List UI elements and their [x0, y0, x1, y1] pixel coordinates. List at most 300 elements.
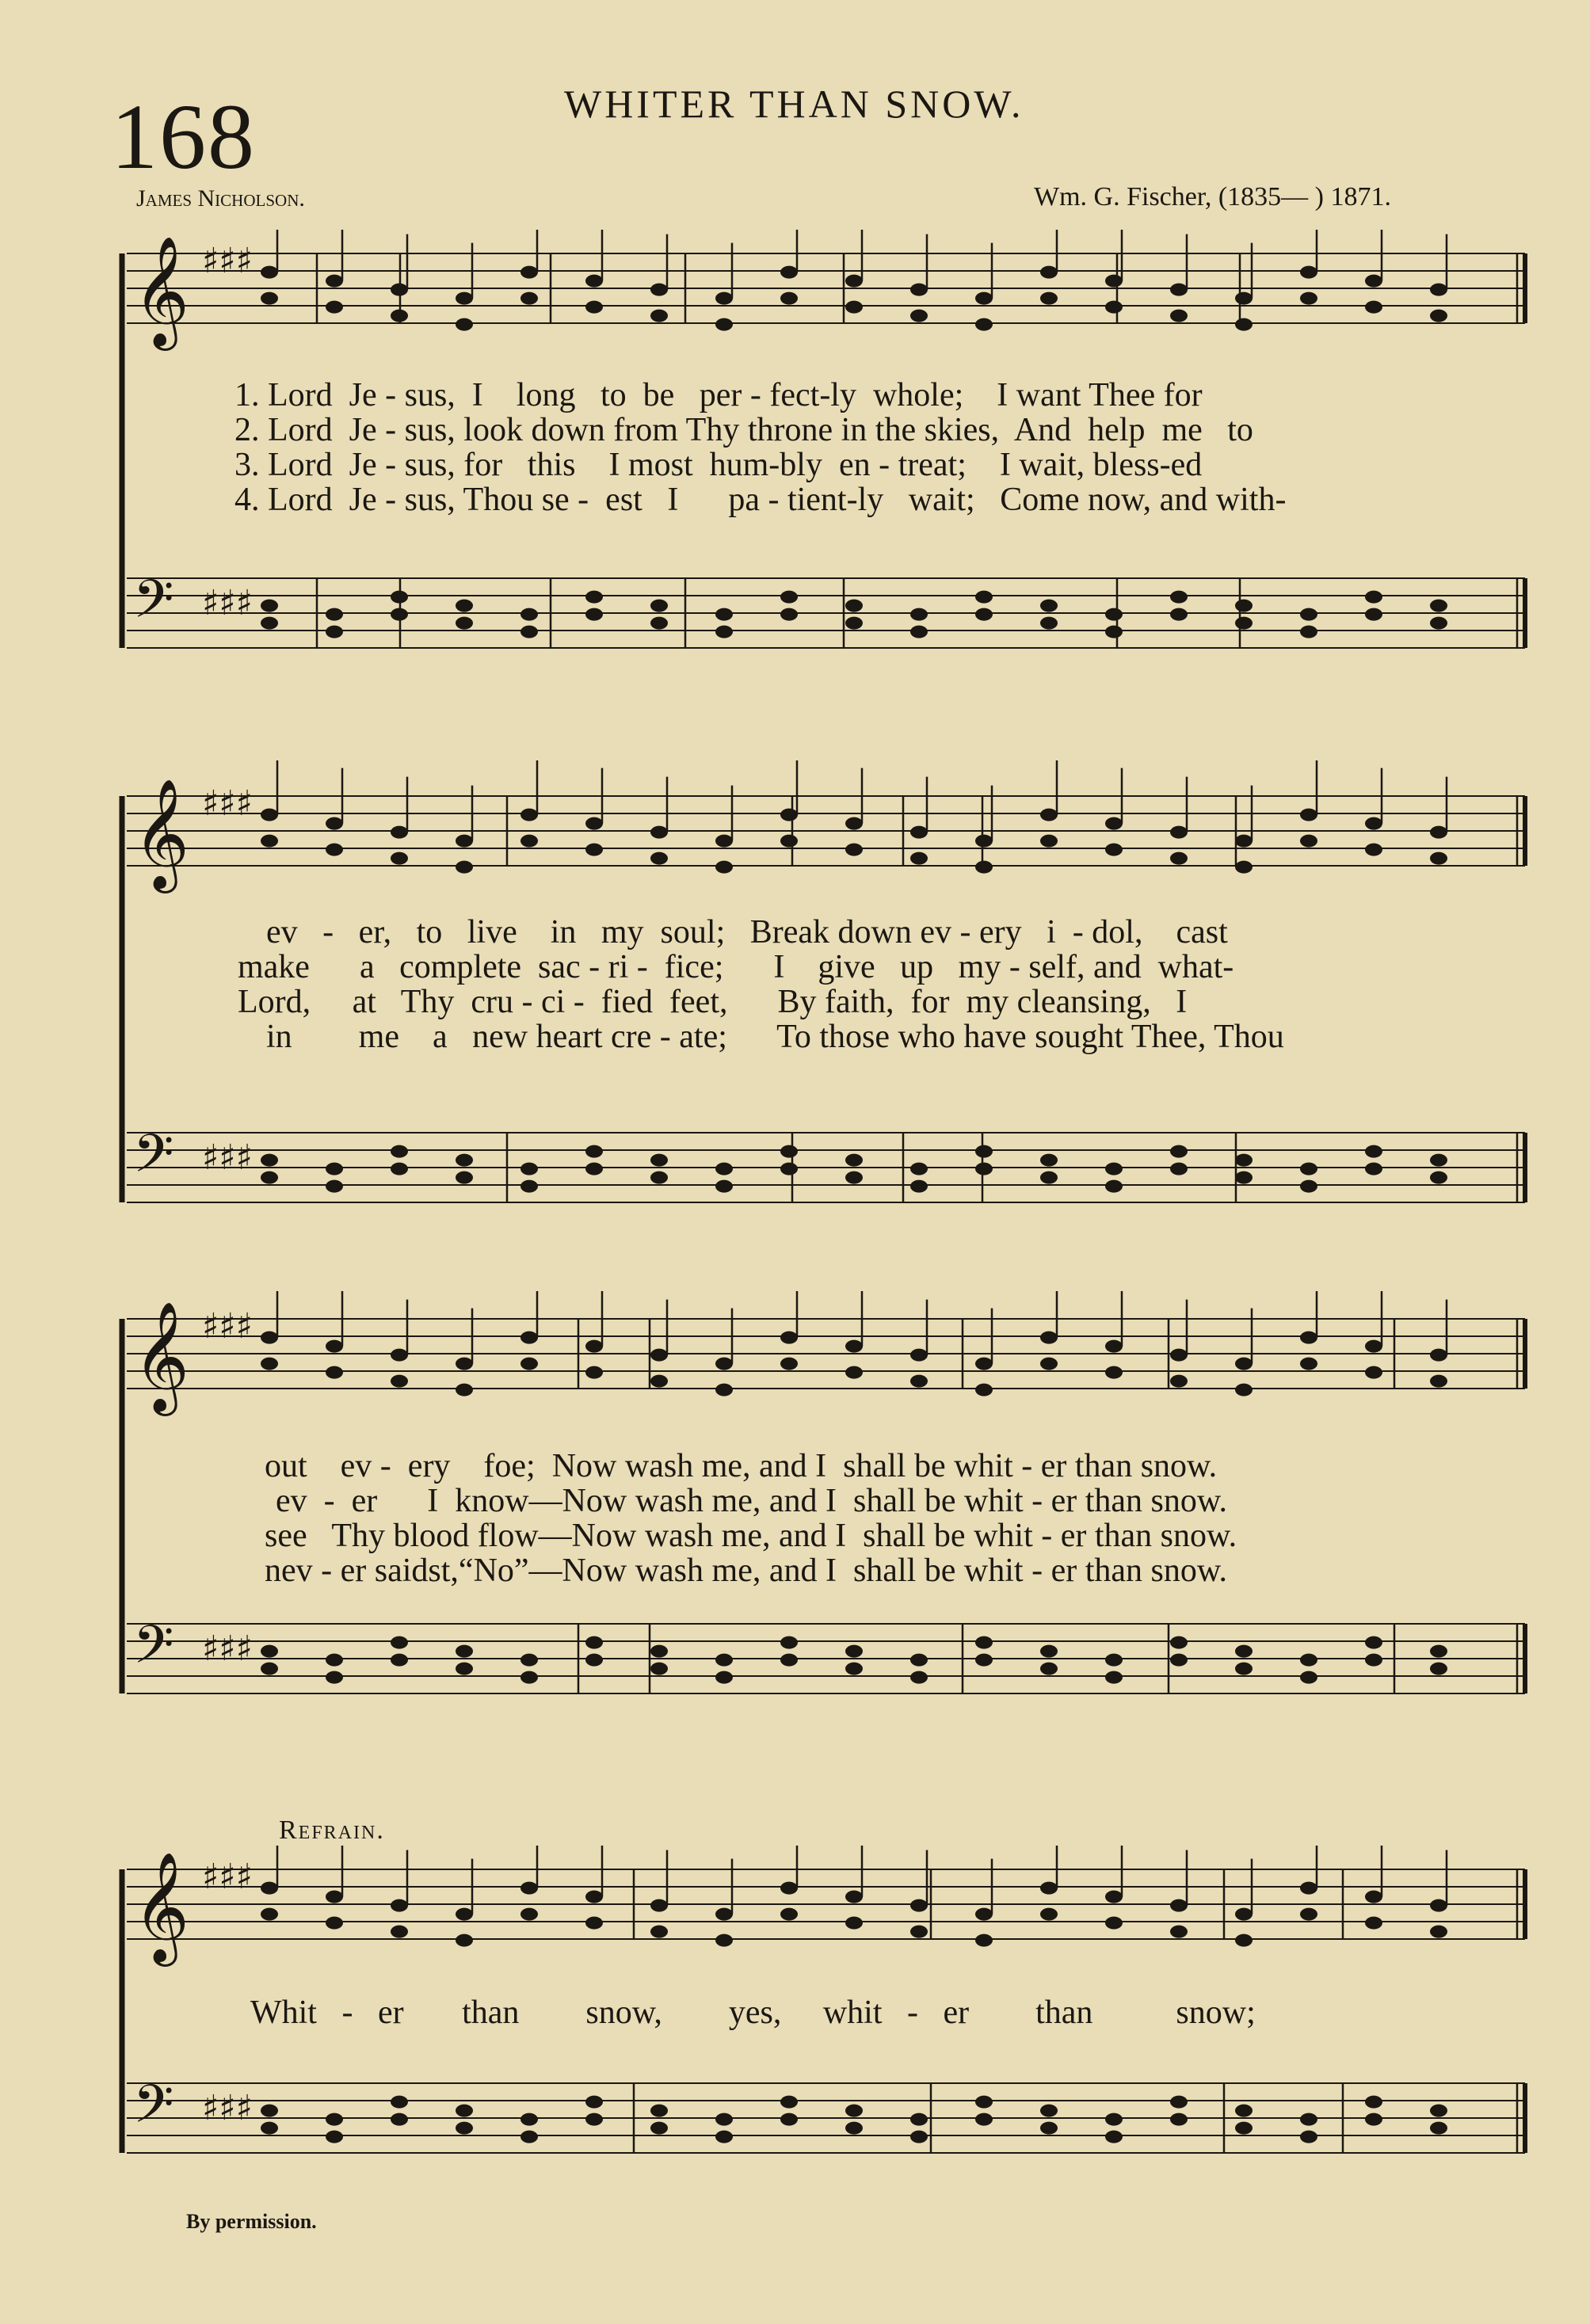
note-head [1300, 1908, 1317, 1921]
note-head [520, 835, 538, 848]
note-head [1235, 861, 1253, 874]
note-head [585, 1636, 603, 1649]
note-head [261, 617, 278, 630]
note-head [391, 826, 408, 839]
note-head [1040, 266, 1058, 279]
note-head [456, 2105, 473, 2117]
note-head [780, 1145, 798, 1158]
note-head [456, 1358, 473, 1370]
note-head [326, 626, 343, 638]
note-head [780, 608, 798, 621]
note-head [910, 826, 928, 839]
note-head [261, 1663, 278, 1675]
refrain-label: Refrain. [279, 1815, 385, 1845]
note-head [520, 1908, 538, 1921]
note-head [1365, 1654, 1382, 1667]
note-head [1105, 608, 1123, 621]
note-head [715, 2113, 733, 2126]
note-head [845, 1154, 863, 1167]
note-head [1235, 1908, 1253, 1921]
note-head [1105, 817, 1123, 830]
author-credit: James Nicholson. [136, 185, 305, 211]
note-head [780, 2096, 798, 2109]
note-head [326, 2113, 343, 2126]
note-head [261, 292, 278, 305]
note-head [261, 835, 278, 848]
note-head [456, 1154, 473, 1167]
note-head [1170, 2113, 1188, 2126]
note-head [1430, 310, 1447, 322]
note-head [650, 600, 668, 612]
note-head [650, 310, 668, 322]
note-head [1170, 826, 1188, 839]
note-head [1105, 1891, 1123, 1903]
treble-clef-icon: 𝄞 [133, 1301, 189, 1412]
note-head [1300, 1332, 1317, 1344]
note-head [975, 861, 993, 874]
note-head [1300, 292, 1317, 305]
note-head [1170, 1636, 1188, 1649]
note-head [1105, 1163, 1123, 1175]
note-head [1170, 1163, 1188, 1175]
note-head [715, 835, 733, 848]
note-head [1040, 2122, 1058, 2135]
note-head [456, 1908, 473, 1921]
note-head [1430, 1926, 1447, 1938]
note-head [715, 861, 733, 874]
lyric-line: nev - er saidst,“No”—Now wash me, and I shall be whit - er than snow. [265, 1553, 1227, 1589]
note-head [1105, 1340, 1123, 1353]
note-head [910, 2113, 928, 2126]
note-head [1170, 1899, 1188, 1912]
note-head [1105, 626, 1123, 638]
lyric-line: 2. Lord Je - sus, look down from Thy throne in the skies, And help me to [234, 412, 1253, 448]
note-head [1105, 301, 1123, 314]
note-head [1365, 275, 1382, 288]
note-head [845, 817, 863, 830]
note-head [975, 1934, 993, 1947]
note-head [650, 1926, 668, 1938]
note-head [1235, 1384, 1253, 1396]
note-head [520, 2131, 538, 2143]
note-head [585, 591, 603, 604]
note-head [1040, 1645, 1058, 1658]
note-head [845, 275, 863, 288]
note-head [1235, 617, 1253, 630]
note-head [650, 1375, 668, 1388]
note-head [326, 2131, 343, 2143]
note-head [585, 1340, 603, 1353]
note-head [1235, 318, 1253, 331]
note-head [1430, 1375, 1447, 1388]
note-head [1170, 1654, 1188, 1667]
note-head [326, 1340, 343, 1353]
note-head [1365, 591, 1382, 604]
note-head [1170, 1926, 1188, 1938]
note-head [1040, 617, 1058, 630]
note-head [391, 1899, 408, 1912]
note-head [650, 1645, 668, 1658]
note-head [650, 826, 668, 839]
note-head [261, 266, 278, 279]
note-head [261, 2122, 278, 2135]
treble-clef-icon: 𝄞 [133, 1852, 189, 1962]
note-head [650, 1154, 668, 1167]
note-head [456, 1663, 473, 1675]
note-head [715, 1934, 733, 1947]
note-head [1170, 310, 1188, 322]
note-head [456, 600, 473, 612]
note-head [975, 318, 993, 331]
note-head [910, 626, 928, 638]
note-head [1040, 809, 1058, 821]
note-head [715, 1163, 733, 1175]
note-head [1040, 1172, 1058, 1184]
note-head [1040, 1908, 1058, 1921]
note-head [520, 292, 538, 305]
note-head [456, 1934, 473, 1947]
note-head [975, 292, 993, 305]
note-head [1430, 2105, 1447, 2117]
note-head [1235, 1154, 1253, 1167]
note-head [1365, 1145, 1382, 1158]
treble-clef-icon: 𝄞 [133, 236, 189, 346]
note-head [1365, 2096, 1382, 2109]
note-head [1430, 284, 1447, 296]
note-head [1040, 1154, 1058, 1167]
note-head [1170, 2096, 1188, 2109]
note-head [326, 1366, 343, 1379]
treble-clef-icon: 𝄞 [133, 779, 189, 889]
treble-staff [127, 1301, 1525, 1416]
note-head [975, 608, 993, 621]
note-head [975, 1636, 993, 1649]
note-head [1365, 1636, 1382, 1649]
note-head [326, 1891, 343, 1903]
bass-clef-icon: 𝄢 [133, 1614, 174, 1688]
note-head [1365, 1163, 1382, 1175]
note-head [1430, 1645, 1447, 1658]
note-head [456, 861, 473, 874]
note-head [1170, 1349, 1188, 1362]
note-head [910, 852, 928, 865]
note-head [456, 292, 473, 305]
bass-clef-icon: 𝄢 [133, 1123, 174, 1197]
note-head [520, 1882, 538, 1895]
note-head [1040, 292, 1058, 305]
note-head [975, 835, 993, 848]
note-head [1235, 1934, 1253, 1947]
note-head [845, 2105, 863, 2117]
key-signature-sharps-icon: ♯♯♯ [202, 2088, 253, 2128]
note-head [585, 301, 603, 314]
note-head [1105, 844, 1123, 856]
note-head [585, 1366, 603, 1379]
note-head [261, 1882, 278, 1895]
note-head [1170, 591, 1188, 604]
note-head [391, 608, 408, 621]
note-head [910, 1926, 928, 1938]
note-head [910, 1375, 928, 1388]
note-head [456, 318, 473, 331]
note-head [910, 284, 928, 296]
note-head [1040, 2105, 1058, 2117]
note-head [845, 1172, 863, 1184]
note-head [520, 1332, 538, 1344]
note-head [456, 835, 473, 848]
lyric-line: see Thy blood flow—Now wash me, and I shall be whit - er than snow. [265, 1518, 1237, 1554]
note-head [1235, 1172, 1253, 1184]
note-head [975, 1908, 993, 1921]
note-head [975, 1145, 993, 1158]
note-head [910, 1349, 928, 1362]
note-head [1105, 1671, 1123, 1684]
note-head [261, 1645, 278, 1658]
note-head [1235, 835, 1253, 848]
note-head [520, 809, 538, 821]
note-head [975, 1358, 993, 1370]
note-head [1300, 1671, 1317, 1684]
note-head [910, 310, 928, 322]
note-head [1235, 1358, 1253, 1370]
note-head [650, 284, 668, 296]
note-head [910, 608, 928, 621]
note-head [261, 1154, 278, 1167]
note-head [1105, 2113, 1123, 2126]
note-head [1105, 1654, 1123, 1667]
note-head [1170, 608, 1188, 621]
note-head [261, 600, 278, 612]
note-head [326, 1654, 343, 1667]
lyric-line: 3. Lord Je - sus, for this I most hum-bly en - treat; I wait, bless-ed [234, 447, 1203, 483]
note-head [1300, 1358, 1317, 1370]
note-head [650, 852, 668, 865]
note-head [650, 1663, 668, 1675]
note-head [391, 1636, 408, 1649]
note-head [456, 2122, 473, 2135]
bass-clef-icon: 𝄢 [133, 569, 174, 642]
note-head [975, 2096, 993, 2109]
note-head [520, 1180, 538, 1193]
lyric-line: ev - er I know—Now wash me, and I shall be whit - er than snow. [276, 1483, 1227, 1519]
note-head [261, 1908, 278, 1921]
note-head [1430, 617, 1447, 630]
music-system-3 [0, 1291, 1590, 1735]
note-head [715, 1654, 733, 1667]
note-head [456, 1384, 473, 1396]
note-head [845, 301, 863, 314]
note-head [520, 608, 538, 621]
note-head [780, 1332, 798, 1344]
note-head [650, 1349, 668, 1362]
note-head [1365, 1366, 1382, 1379]
note-head [780, 1636, 798, 1649]
note-head [715, 1358, 733, 1370]
note-head [1040, 600, 1058, 612]
note-head [1105, 1366, 1123, 1379]
note-head [910, 2131, 928, 2143]
note-head [650, 1899, 668, 1912]
music-system-1 [0, 230, 1590, 705]
note-head [1105, 1180, 1123, 1193]
lyric-line: Whit - er than snow, yes, whit - er than snow; [250, 1994, 1256, 2031]
note-head [1235, 600, 1253, 612]
lyric-line: 4. Lord Je - sus, Thou se - est I pa - tient-ly wait; Come now, and with- [234, 482, 1287, 518]
note-head [585, 2113, 603, 2126]
note-head [1235, 2105, 1253, 2117]
note-head [845, 1645, 863, 1658]
music-system-4 [0, 1846, 1590, 2194]
hymn-title: WHITER THAN SNOW. [564, 82, 1024, 126]
note-head [1040, 1663, 1058, 1675]
note-head [1300, 2131, 1317, 2143]
bass-clef-icon: 𝄢 [133, 2074, 174, 2147]
note-head [975, 591, 993, 604]
note-head [391, 1375, 408, 1388]
note-head [910, 1180, 928, 1193]
note-head [1105, 1917, 1123, 1930]
note-head [261, 1332, 278, 1344]
note-head [1105, 275, 1123, 288]
key-signature-sharps-icon: ♯♯♯ [202, 1306, 253, 1347]
note-head [391, 1926, 408, 1938]
note-head [780, 1358, 798, 1370]
note-head [1430, 1899, 1447, 1912]
note-head [1300, 608, 1317, 621]
note-head [1430, 1349, 1447, 1362]
note-head [585, 817, 603, 830]
note-head [1430, 1663, 1447, 1675]
note-head [780, 835, 798, 848]
note-head [1430, 852, 1447, 865]
note-head [1365, 844, 1382, 856]
note-head [585, 1145, 603, 1158]
note-head [715, 1671, 733, 1684]
note-head [780, 266, 798, 279]
note-head [391, 284, 408, 296]
note-head [910, 1654, 928, 1667]
note-head [845, 600, 863, 612]
note-head [1300, 835, 1317, 848]
note-head [585, 275, 603, 288]
composer-credit: Wm. G. Fischer, (1835— ) 1871. [1034, 182, 1391, 211]
note-head [391, 1163, 408, 1175]
note-head [715, 1908, 733, 1921]
note-head [1300, 266, 1317, 279]
note-head [391, 1145, 408, 1158]
note-head [585, 1917, 603, 1930]
note-head [715, 608, 733, 621]
key-signature-sharps-icon: ♯♯♯ [202, 1857, 253, 1897]
treble-staff [127, 236, 1525, 351]
note-head [391, 1349, 408, 1362]
note-head [1365, 608, 1382, 621]
lyric-line: 1. Lord Je - sus, I long to be per - fect-ly whole; I want Thee for [234, 377, 1203, 413]
note-head [1170, 1145, 1188, 1158]
note-head [780, 809, 798, 821]
note-head [391, 591, 408, 604]
note-head [326, 1163, 343, 1175]
note-head [391, 852, 408, 865]
lyric-line: make a complete sac - ri - fice; I give up my - self, and what- [238, 949, 1234, 985]
note-head [715, 2131, 733, 2143]
key-signature-sharps-icon: ♯♯♯ [202, 241, 253, 281]
note-head [1170, 284, 1188, 296]
treble-staff [127, 1852, 1525, 1967]
note-head [650, 2122, 668, 2135]
note-head [910, 1163, 928, 1175]
note-head [585, 844, 603, 856]
note-head [1300, 1882, 1317, 1895]
note-head [1300, 2113, 1317, 2126]
note-head [261, 809, 278, 821]
note-head [1430, 826, 1447, 839]
note-head [261, 2105, 278, 2117]
note-head [261, 1172, 278, 1184]
note-head [845, 617, 863, 630]
note-head [585, 608, 603, 621]
note-head [845, 1663, 863, 1675]
note-head [1040, 1882, 1058, 1895]
note-head [845, 844, 863, 856]
note-head [1365, 2113, 1382, 2126]
note-head [845, 1917, 863, 1930]
hymn-number: 168 [111, 85, 256, 189]
note-head [1430, 1154, 1447, 1167]
note-head [326, 301, 343, 314]
key-signature-sharps-icon: ♯♯♯ [202, 1629, 253, 1669]
note-head [585, 1891, 603, 1903]
music-system-2 [0, 760, 1590, 1236]
note-head [520, 626, 538, 638]
note-head [585, 1654, 603, 1667]
note-head [1430, 2122, 1447, 2135]
note-head [326, 1917, 343, 1930]
note-head [456, 1172, 473, 1184]
lyric-line: in me a new heart cre - ate; To those who have sought Thee, Thou [266, 1019, 1284, 1055]
note-head [715, 1180, 733, 1193]
note-head [780, 292, 798, 305]
note-head [1430, 600, 1447, 612]
note-head [326, 844, 343, 856]
note-head [1365, 1917, 1382, 1930]
note-head [1365, 1891, 1382, 1903]
note-head [1365, 301, 1382, 314]
note-head [585, 2096, 603, 2109]
key-signature-sharps-icon: ♯♯♯ [202, 583, 253, 623]
note-head [1300, 1180, 1317, 1193]
note-head [1430, 1172, 1447, 1184]
note-head [520, 1358, 538, 1370]
note-head [391, 310, 408, 322]
note-head [391, 2096, 408, 2109]
note-head [326, 1671, 343, 1684]
note-head [910, 1899, 928, 1912]
note-head [1365, 1340, 1382, 1353]
note-head [975, 2113, 993, 2126]
key-signature-sharps-icon: ♯♯♯ [202, 783, 253, 824]
lyric-line: Lord, at Thy cru - ci - fied feet, By faith, for my cleansing, I [238, 984, 1188, 1020]
note-head [456, 1645, 473, 1658]
note-head [715, 626, 733, 638]
note-head [326, 275, 343, 288]
note-head [1105, 2131, 1123, 2143]
note-head [845, 2122, 863, 2135]
note-head [845, 1366, 863, 1379]
note-head [1170, 1375, 1188, 1388]
note-head [391, 2113, 408, 2126]
note-head [1300, 1654, 1317, 1667]
